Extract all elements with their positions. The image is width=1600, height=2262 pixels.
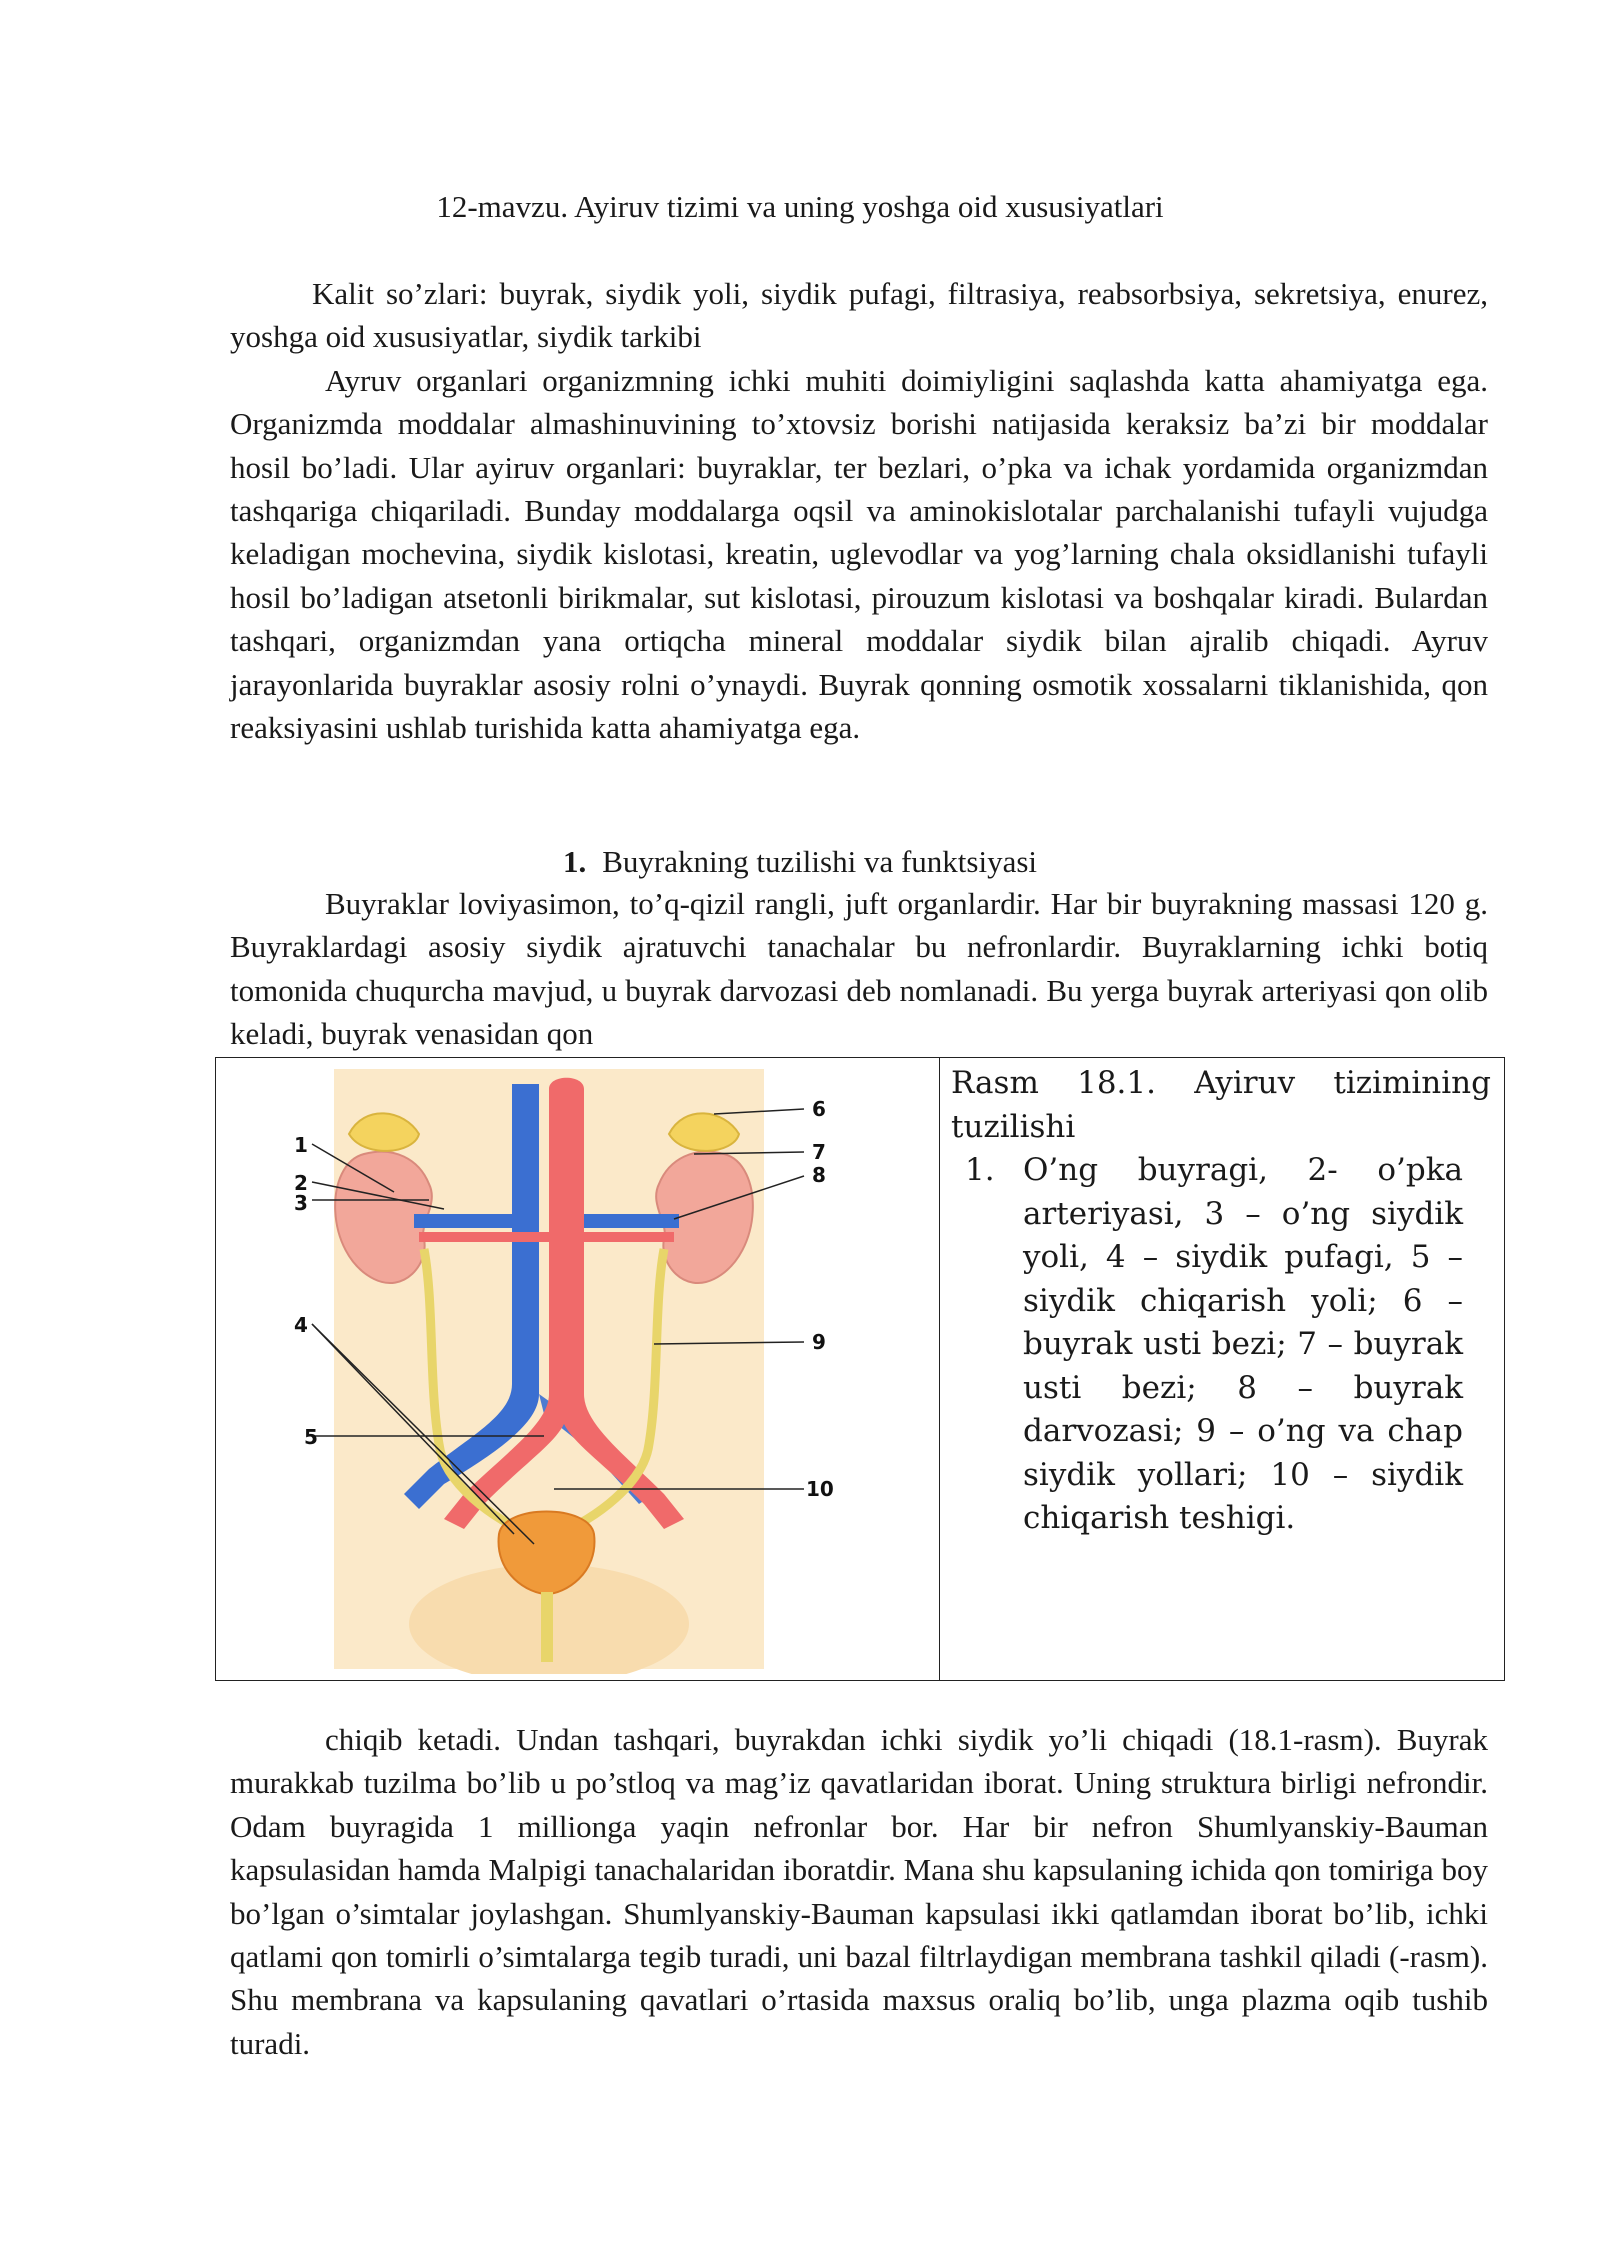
caption-item-text: O’ng buyragi, 2- o’pka arteriyasi, 3 – o’ng siydik yoli, 4 – siydik pufagi, 5 – siydik chiqarish yoli; 6 – buyrak usti bezi; 7 – buyrak usti bezi; 8 – buyrak darvozasi; 9 – o’ng va chap siydik yollari; 10 – siydik chiqarish teshigi. [1023,1152,1463,1536]
caption-item-number: 1. [965,1152,995,1188]
figure-label-6: 6 [812,1097,826,1121]
page-title: 12-mavzu. Ayiruv tizimi va uning yoshga oid xususiyatlari [436,189,1164,224]
continuation-paragraph: chiqib ketadi. Undan tashqari, buyrakdan ichki siydik yo’li chiqadi (18.1-rasm). Buyrak murakkab tuzilma bo’lib u po’stloq va mag’iz qavatlaridan iborat. Uning struktura birligi nefrondir. Odam buyragida 1 millionga yaqin nefronlar bor. Har bir nefron Shumlyanskiy-Bauman kapsulasidan hamda Malpigi tanachalaridan iboratdir. Mana shu kapsulaning ichida qon tomiriga boy bo’lgan o’simtalar joylashgan. Shumlyanskiy-Bauman kapsulasi ikki qatlamdan iborat bo’lib, ichki qatlami qon tomirli o’simtalarga tegib turadi, uni bazal filtrlaydigan membrana tashkil qiladi (-rasm). Shu membrana va kapsulaning qavatlari o’rtasida maxsus oraliq bo’lib, unga plazma oqib tushib turadi. [230,1722,1488,2061]
urinary-system-illustration [244,1064,884,1679]
intro-paragraph: Ayruv organlari organizmning ichki muhiti doimiyligini saqlashda katta ahamiyatga ega. Organizmda moddalar almashinuvining to’xtovsiz borishi natijasida keraksiz ba’zi bir moddalar hosil bo’ladi. Ular ayiruv organlari: buyraklar, ter bezlari, o’pka va ichak yordamida organizmdan tashqariga chiqariladi. Bunday moddalarga oqsil va aminokislotalar parchalanishi tufayli vujudga keladigan mochevina, siydik kislotasi, kreatin, uglevodlar va yog’larning chala oksidlanishi tufayli hosil bo’ladigan atsetonli birikmalar, sut kislotasi, pirouzum kislotasi va boshqalar kiradi. Bulardan tashqari, organizmdan yana ortiqcha mineral moddalar siydik bilan ajralib chiqadi. Ayruv jarayonlarida buyraklar asosiy rolni o’ynaydi. Buyrak qonning osmotik xossalarni tiklanishida, qon reaksiyasini ushlab turishida katta ahamiyatga ega. [230,362,1488,746]
figure-label-9: 9 [812,1330,826,1354]
section-number: 1. [562,844,587,879]
figure-label-5: 5 [304,1425,318,1449]
figure-caption [951,1062,1491,1541]
figure-label-8: 8 [812,1163,826,1187]
section-heading [0,842,1600,882]
section-title: Buyrakning tuzilishi va funktsiyasi [602,844,1038,879]
section-paragraph: Buyraklar loviyasimon, to’q-qizil rangli, juft organlardir. Har bir buyrakning massasi 120 g. Buyraklardagi asosiy siydik ajratuvchi tanachalar bu nefronlardir. Buyraklarning ichki botiq tomonida chuqurcha mavjud, u buyrak darvozasi deb nomlanadi. Bu yerga buyrak arteriyasi qon olib keladi, buyrak venasidan qon [230,886,1488,1052]
figure-box [215,1057,1505,1681]
keywords-text: Kalit so’zlari: buyrak, siydik yoli, siydik pufagi, filtrasiya, reabsorbsiya, sekretsiya, enurez, yoshga oid xususiyatlar, siydik tarkibi [230,276,1488,355]
section-body [230,882,1488,1056]
figure-label-7: 7 [812,1140,826,1164]
figure-label-4: 4 [294,1313,308,1337]
figure-divider [939,1058,940,1680]
figure-label-3: 3 [294,1191,308,1215]
figure-label-10: 10 [806,1477,834,1501]
keywords-block [230,272,1488,749]
continuation-block [230,1718,1488,2065]
caption-list-item [951,1149,1491,1541]
figure-label-1: 1 [294,1133,308,1157]
caption-heading: Rasm 18.1. Ayiruv tizimining tuzilishi [951,1065,1491,1145]
figure-label-2: 2 [294,1171,308,1195]
urethra [541,1592,553,1662]
